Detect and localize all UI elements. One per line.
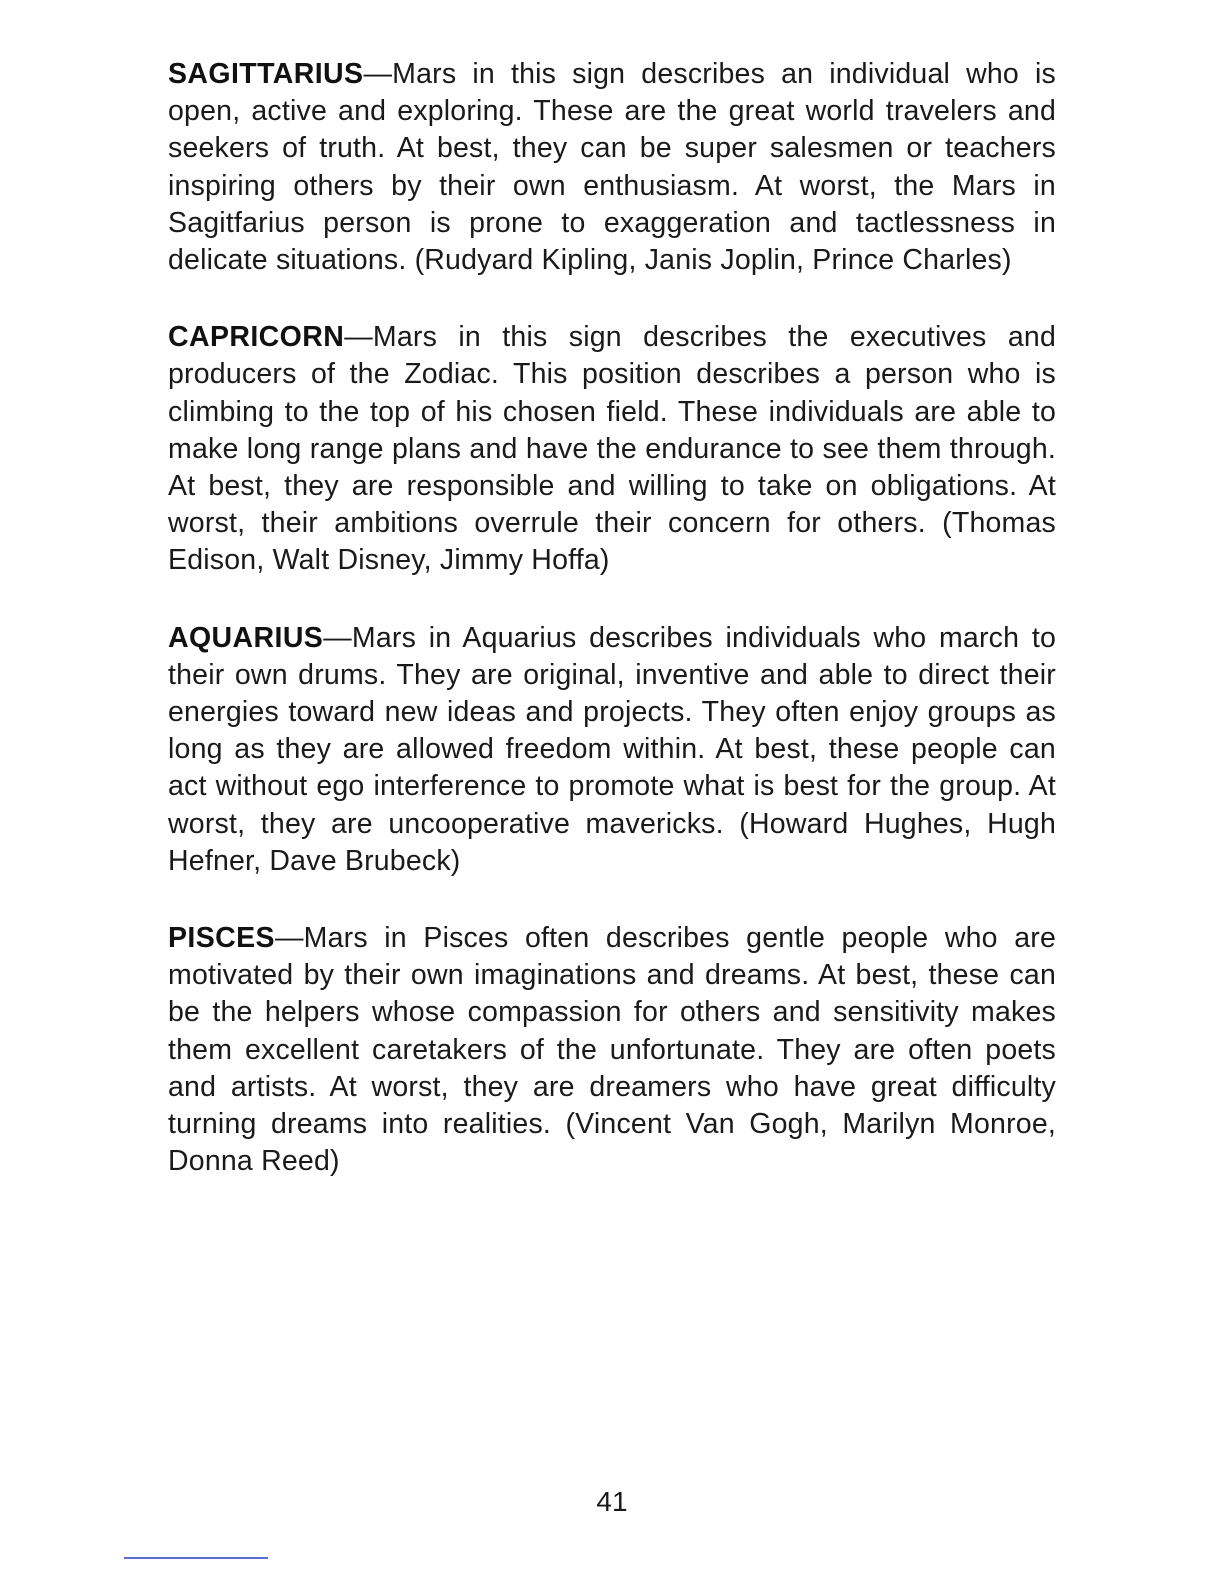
entry-aquarius	[168, 620, 1056, 880]
em-dash: —	[344, 321, 373, 354]
em-dash: —	[274, 922, 304, 955]
sign-heading: SAGITTARIUS	[168, 58, 364, 90]
entry-sagittarius	[168, 56, 1056, 279]
entry-text: Mars in this sign describes an individual who is open, active and exploring. These are the great world travelers and seekers of truth. At best, they can be super salesmen or teachers inspiring others by their own enthusiasm. At worst, the Mars in Sagitfarius person is prone to exaggeration and tactlessness in delicate situations. (Rudyard Kipling, Janis Joplin, Prince Charles)	[168, 58, 1056, 277]
em-dash: —	[363, 58, 393, 90]
entry-text: Mars in this sign describes the executives and producers of the Zodiac. This position describes a person who is climbing to the top of his chosen field. These individuals are able to make long range plans and have the endurance to see them through. At best, they are responsible and willing to take on obligations. At worst, their ambitions overrule their concern for others. (Thomas Edison, Walt Disney, Jimmy Hoffa)	[168, 321, 1056, 577]
entry-text: Mars in Aquarius describes individuals who march to their own drums. They are original, inventive and able to direct their energies toward new ideas and projects. They often enjoy groups as long as they are allowed freedom within. At best, these people can act without ego interference to promote what is best for the group. At worst, they are uncooperative mavericks. (Howard Hughes, Hugh Hefner, Dave Brubeck)	[168, 621, 1056, 877]
sign-heading: AQUARIUS	[168, 621, 324, 654]
entry-capricorn	[168, 319, 1056, 579]
page-body	[168, 56, 1056, 1220]
sign-heading: PISCES	[168, 922, 275, 955]
entry-text: Mars in Pisces often describes gentle people who are motivated by their own imaginations and dreams. At best, these can be the helpers whose compassion for others and sensitivity makes them excellent caretakers of the unfortunate. They are often poets and artists. At worst, they are dreamers who have great difficulty turning dreams into realities. (Vincent Van Gogh, Marilyn Monroe, Donna Reed)	[168, 922, 1056, 1178]
em-dash: —	[323, 621, 352, 654]
entry-pisces	[168, 920, 1056, 1180]
sign-heading: CAPRICORN	[168, 321, 345, 354]
page-number: 41	[596, 1486, 628, 1517]
scan-margin-rule	[124, 1557, 268, 1559]
